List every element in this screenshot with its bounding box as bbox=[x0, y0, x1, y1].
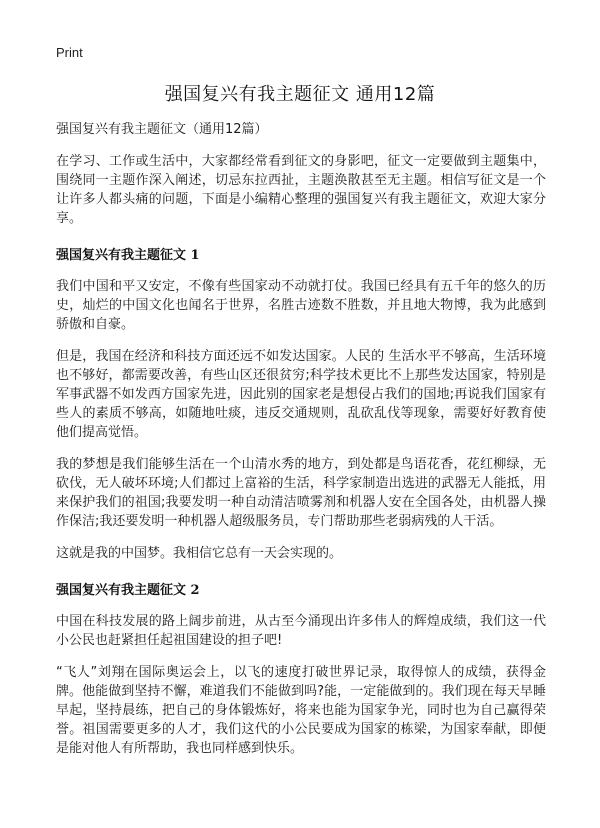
section-1-paragraph-2: 但是，我国在经济和科技方面还远不如发达国家。人民的 生活水平不够高，生活环境也不够好，都需要改善，有些山区还很贫穷;科学技术更比不上那些发达国家，特别是军事武器不如发西方国家先进，因此别的国家老是想侵占我们的国地;再说我们国家有些人的素质不够高，如随地吐痰，违反交通规则，乱砍乱伐等现象，需要好好教育使他们提高觉悟。 bbox=[56, 349, 546, 440]
section-2-paragraph-1: 中国在科技发展的路上阔步前进，从古至今涌现出许多伟人的辉煌成绩，我们这一代小公民也赶紧担任起祖国建设的担子吧! bbox=[56, 614, 546, 648]
section-heading-1: 强国复兴有我主题征文 1 bbox=[56, 248, 200, 263]
page-title: 强国复兴有我主题征文 通用12篇 bbox=[164, 84, 436, 105]
section-2-paragraph-2: “飞人”刘翔在国际奥运会上，以飞的速度打破世界记录，取得惊人的成绩，获得金牌。他能做到坚持不懈，难道我们不能做到吗?能，一定能做到的。我们现在每天早睡早起，坚持晨练，把自己的身体锻炼好，将来也能为国家争光，同时也为自己赢得荣誉。祖国需要更多的人才，我们这代的小公民要成为国家的栋梁，为国家奉献，即便是能对他人有所帮助，我也同样感到快乐。 bbox=[56, 665, 546, 756]
print-link[interactable]: Print bbox=[56, 45, 83, 60]
article-subtitle: 强国复兴有我主题征文（通用12篇） bbox=[56, 122, 268, 137]
article-body bbox=[56, 120, 546, 771]
section-1-paragraph-1: 我们中国和平又安定，不像有些国家动不动就打仗。我国已经具有五千年的悠久的历史，灿烂的中国文化也闻名于世界，名胜古迹数不胜数，并且地大物博，我为此感到骄傲和自豪。 bbox=[56, 279, 546, 332]
section-1-paragraph-3: 我的梦想是我们能够生活在一个山清水秀的地方，到处都是鸟语花香，花红柳绿，无砍伐，无人破坏环境;人们都过上富裕的生活，科学家制造出选进的武器无人能抵，用来保护我们的祖国;我要发明一种自动清洁喷雾剂和机器人安在全国各处，由机器人操作保洁;我还要发明一种机器人超级服务员，专门帮助那些老弱病残的人干活。 bbox=[56, 457, 546, 529]
section-1-paragraph-4: 这就是我的中国梦。我相信它总有一天会实现的。 bbox=[56, 546, 343, 561]
section-heading-2: 强国复兴有我主题征文 2 bbox=[56, 583, 200, 598]
intro-paragraph: 在学习、工作或生活中，大家都经常看到征文的身影吧，征文一定要做到主题集中，围绕同一主题作深入阐述，切忌东拉西扯，主题涣散甚至无主题。相信写征文是一个让许多人都头痛的问题，下面是小编精心整理的强国复兴有我主题征文，欢迎大家分享。 bbox=[56, 154, 546, 226]
